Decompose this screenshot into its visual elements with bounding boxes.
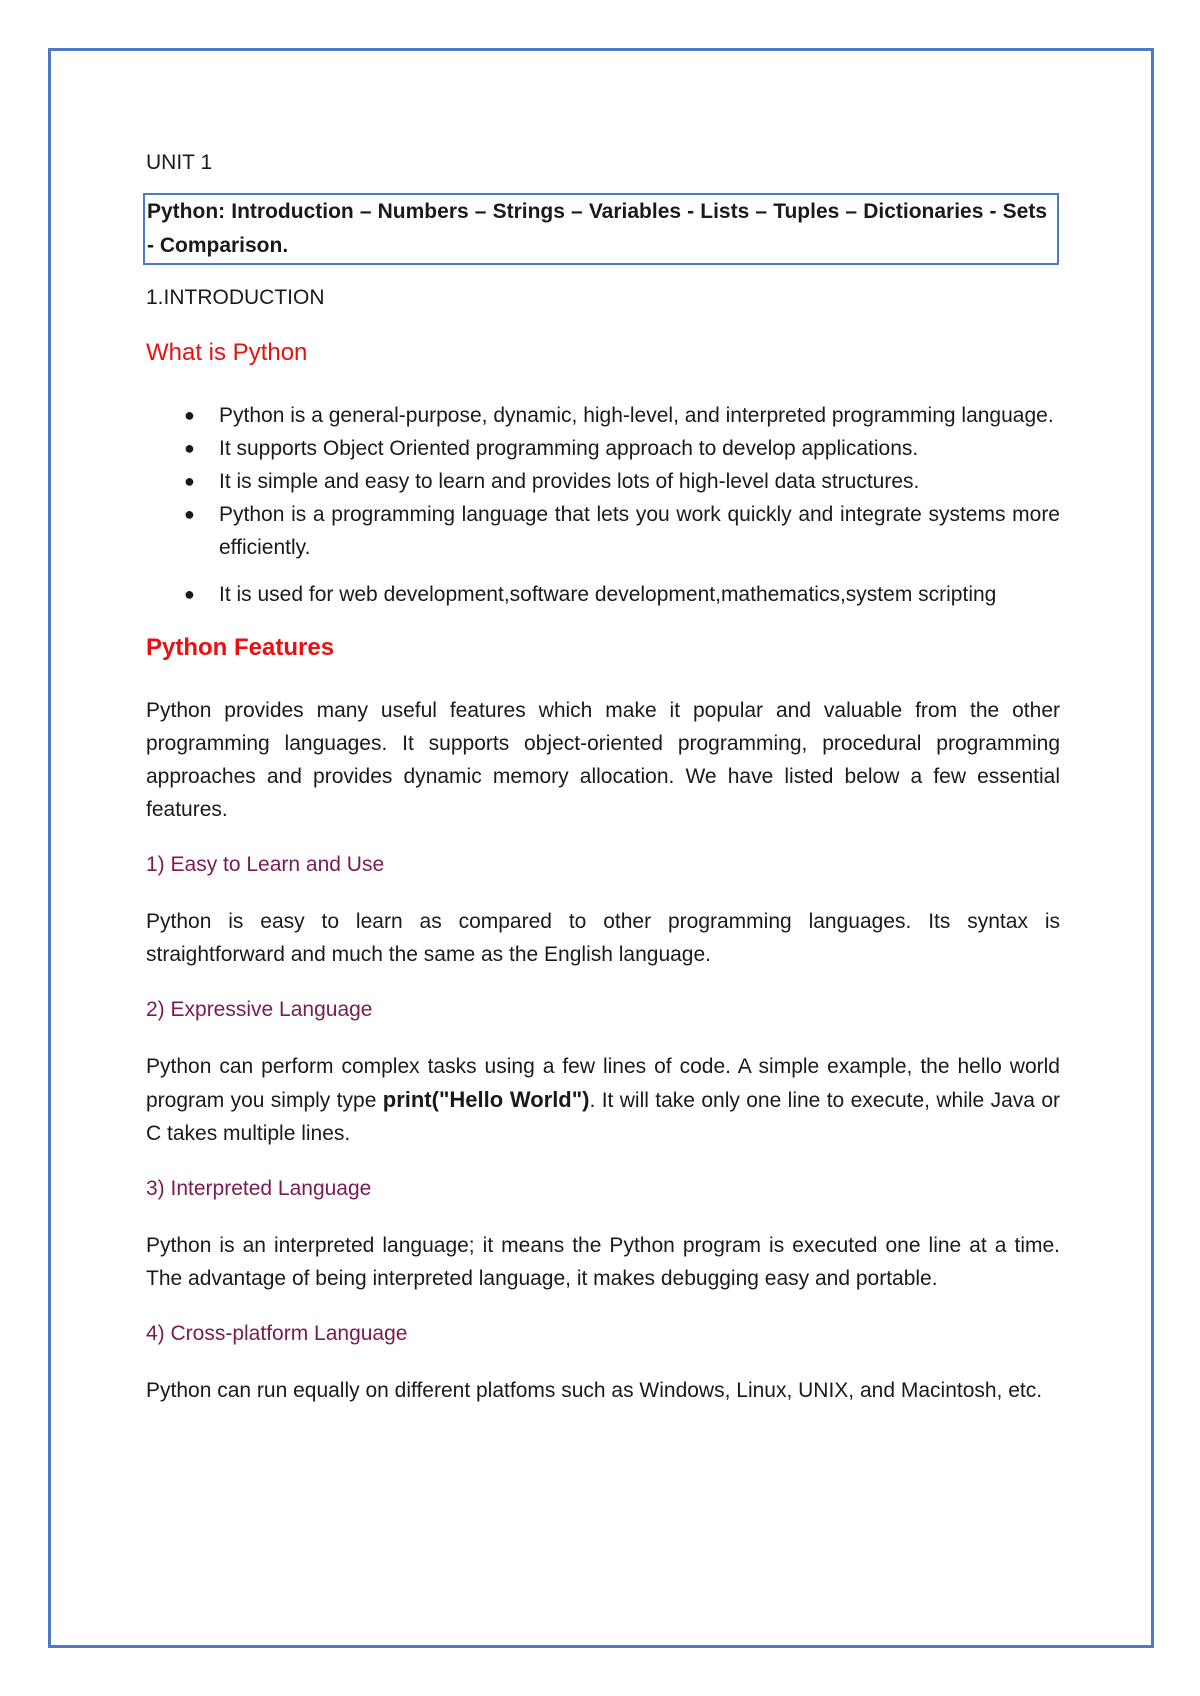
- unit-title: UNIT 1: [146, 151, 213, 174]
- what-is-python-heading: What is Python: [146, 339, 308, 366]
- intro-bullet-list: [146, 399, 1060, 611]
- feature-heading: 1) Easy to Learn and Use: [146, 853, 385, 876]
- document-content: [146, 146, 1060, 1429]
- list-item-text: It is used for web development,software development,mathematics,system scripting: [219, 583, 997, 606]
- features-intro-paragraph: Python provides many useful features which make it popular and valuable from the other programming languages. It supports object-oriented programming, procedural programming approaches and provides dynamic memory allocation. We have listed below a few essential features.: [146, 699, 1060, 821]
- bullet-icon: ●: [184, 584, 195, 604]
- list-item: [146, 465, 1060, 498]
- list-item-text: Python is a programming language that lets you work quickly and integrate systems more efficiently.: [219, 503, 1060, 559]
- intro-heading: 1.INTRODUCTION: [146, 286, 325, 309]
- feature-paragraph: [146, 1050, 1060, 1150]
- bullet-icon: ●: [184, 438, 195, 458]
- list-item-text: Python is a general-purpose, dynamic, high-level, and interpreted programming language.: [219, 404, 1054, 427]
- feature-heading: 3) Interpreted Language: [146, 1177, 372, 1200]
- list-item: [146, 498, 1060, 564]
- list-item-text: It supports Object Oriented programming approach to develop applications.: [219, 437, 919, 460]
- list-item: [146, 578, 1060, 611]
- feature-text-after: . It will take only one line to execute, while Java or C takes multiple lines.: [146, 1089, 1060, 1145]
- bullet-icon: ●: [184, 405, 195, 425]
- feature-paragraph: Python can run equally on different platfoms such as Windows, Linux, UNIX, and Macintosh, etc.: [146, 1379, 1043, 1402]
- feature-heading: 2) Expressive Language: [146, 998, 373, 1021]
- bullet-icon: ●: [184, 504, 195, 524]
- feature-paragraph: Python is easy to learn as compared to other programming languages. Its syntax is straightforward and much the same as the English language.: [146, 910, 1060, 966]
- list-item: [146, 432, 1060, 465]
- list-item: [146, 399, 1060, 432]
- python-features-heading: Python Features: [146, 634, 335, 661]
- feature-heading: 4) Cross-platform Language: [146, 1322, 408, 1345]
- feature-text-before: Python can perform complex tasks using a few lines of code. A simple example, the hello world program you simply type: [146, 1055, 1060, 1112]
- list-item-text: It is simple and easy to learn and provides lots of high-level data structures.: [219, 470, 920, 493]
- bullet-icon: ●: [184, 471, 195, 491]
- syllabus-box: Python: Introduction – Numbers – Strings – Variables - Lists – Tuples – Dictionaries - Sets - Comparison.: [143, 193, 1059, 265]
- code-snippet: print("Hello World"): [382, 1087, 590, 1112]
- feature-paragraph: Python is an interpreted language; it means the Python program is executed one line at a time. The advantage of being interpreted language, it makes debugging easy and portable.: [146, 1234, 1060, 1290]
